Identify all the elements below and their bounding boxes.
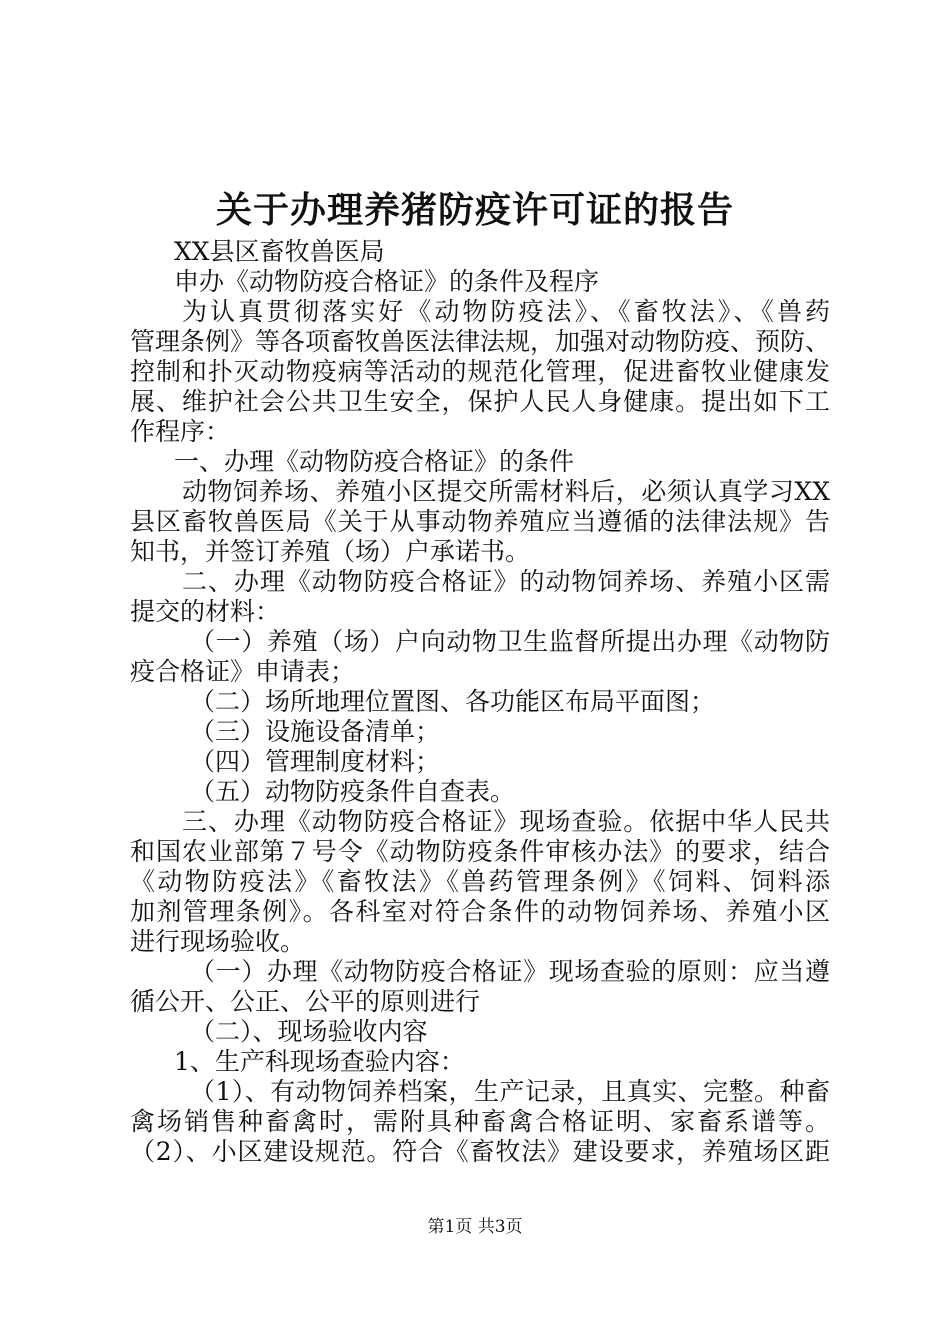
text-line: （一）养殖（场）户向动物卫生监督所提出办理《动物防	[190, 627, 830, 656]
text-line: 县区畜牧兽医局《关于从事动物养殖应当遵循的法律法规》告	[130, 507, 830, 536]
text-line: 循公开、公正、公平的原则进行	[130, 987, 481, 1016]
text-line: 疫合格证》申请表；	[130, 657, 356, 686]
text-line: 二、办理《动物防疫合格证》的动物饲养场、养殖小区需	[182, 567, 830, 596]
text-line: （五）动物防疫条件自查表。	[190, 777, 516, 806]
text-line: 一、办理《动物防疫合格证》的条件	[174, 447, 575, 476]
text-line: 动物饲养场、养殖小区提交所需材料后，必须认真学习XX	[182, 477, 830, 506]
text-line: 《动物防疫法》《畜牧法》《兽药管理条例》《饲料、饲料添	[130, 867, 830, 896]
text-line: （三）设施设备清单；	[190, 717, 441, 746]
text-line: 申办《动物防疫合格证》的条件及程序	[174, 267, 600, 296]
text-line: 展、维护社会公共卫生安全，保护人民人身健康。提出如下工	[130, 387, 830, 416]
text-line: 作程序：	[130, 417, 231, 446]
text-line: （1）、有动物饲养档案，生产记录，且真实、完整。种畜	[190, 1077, 830, 1106]
text-line: 提交的材料：	[130, 597, 281, 626]
text-line: 控制和扑灭动物疫病等活动的规范化管理，促进畜牧业健康发	[130, 357, 830, 386]
text-line: 管理条例》等各项畜牧兽医法律法规，加强对动物防疫、预防、	[130, 327, 830, 356]
document-title: 关于办理养猪防疫许可证的报告	[215, 189, 734, 231]
text-line: 和国农业部第７号令《动物防疫条件审核办法》的要求，结合	[130, 837, 830, 866]
text-line: 三、办理《动物防疫合格证》现场查验。依据中华人民共	[182, 807, 830, 836]
text-line: 禽场销售种畜禽时，需附具种畜禽合格证明、家畜系谱等。	[130, 1107, 830, 1136]
text-line: （四）管理制度材料；	[190, 747, 441, 776]
text-line: （2）、小区建设规范。符合《畜牧法》建设要求，养殖场区距	[130, 1137, 830, 1166]
document-body	[130, 237, 830, 1167]
text-line: 进行现场验收。	[130, 927, 306, 956]
text-line: （二）场所地理位置图、各功能区布局平面图；	[190, 687, 716, 716]
text-line: 1、生产科现场查验内容：	[174, 1047, 465, 1076]
text-line: （二）、现场验收内容	[190, 1017, 428, 1046]
text-line: （一）办理《动物防疫合格证》现场查验的原则：应当遵	[190, 957, 830, 986]
text-line: XX县区畜牧兽医局	[174, 237, 385, 266]
page-footer: 第1页 共3页	[427, 1217, 523, 1237]
text-line: 为认真贯彻落实好《动物防疫法》、《畜牧法》、《兽药	[182, 297, 830, 326]
text-line: 知书，并签订养殖（场）户承诺书。	[130, 537, 531, 566]
text-line: 加剂管理条例》。各科室对符合条件的动物饲养场、养殖小区	[130, 897, 830, 926]
